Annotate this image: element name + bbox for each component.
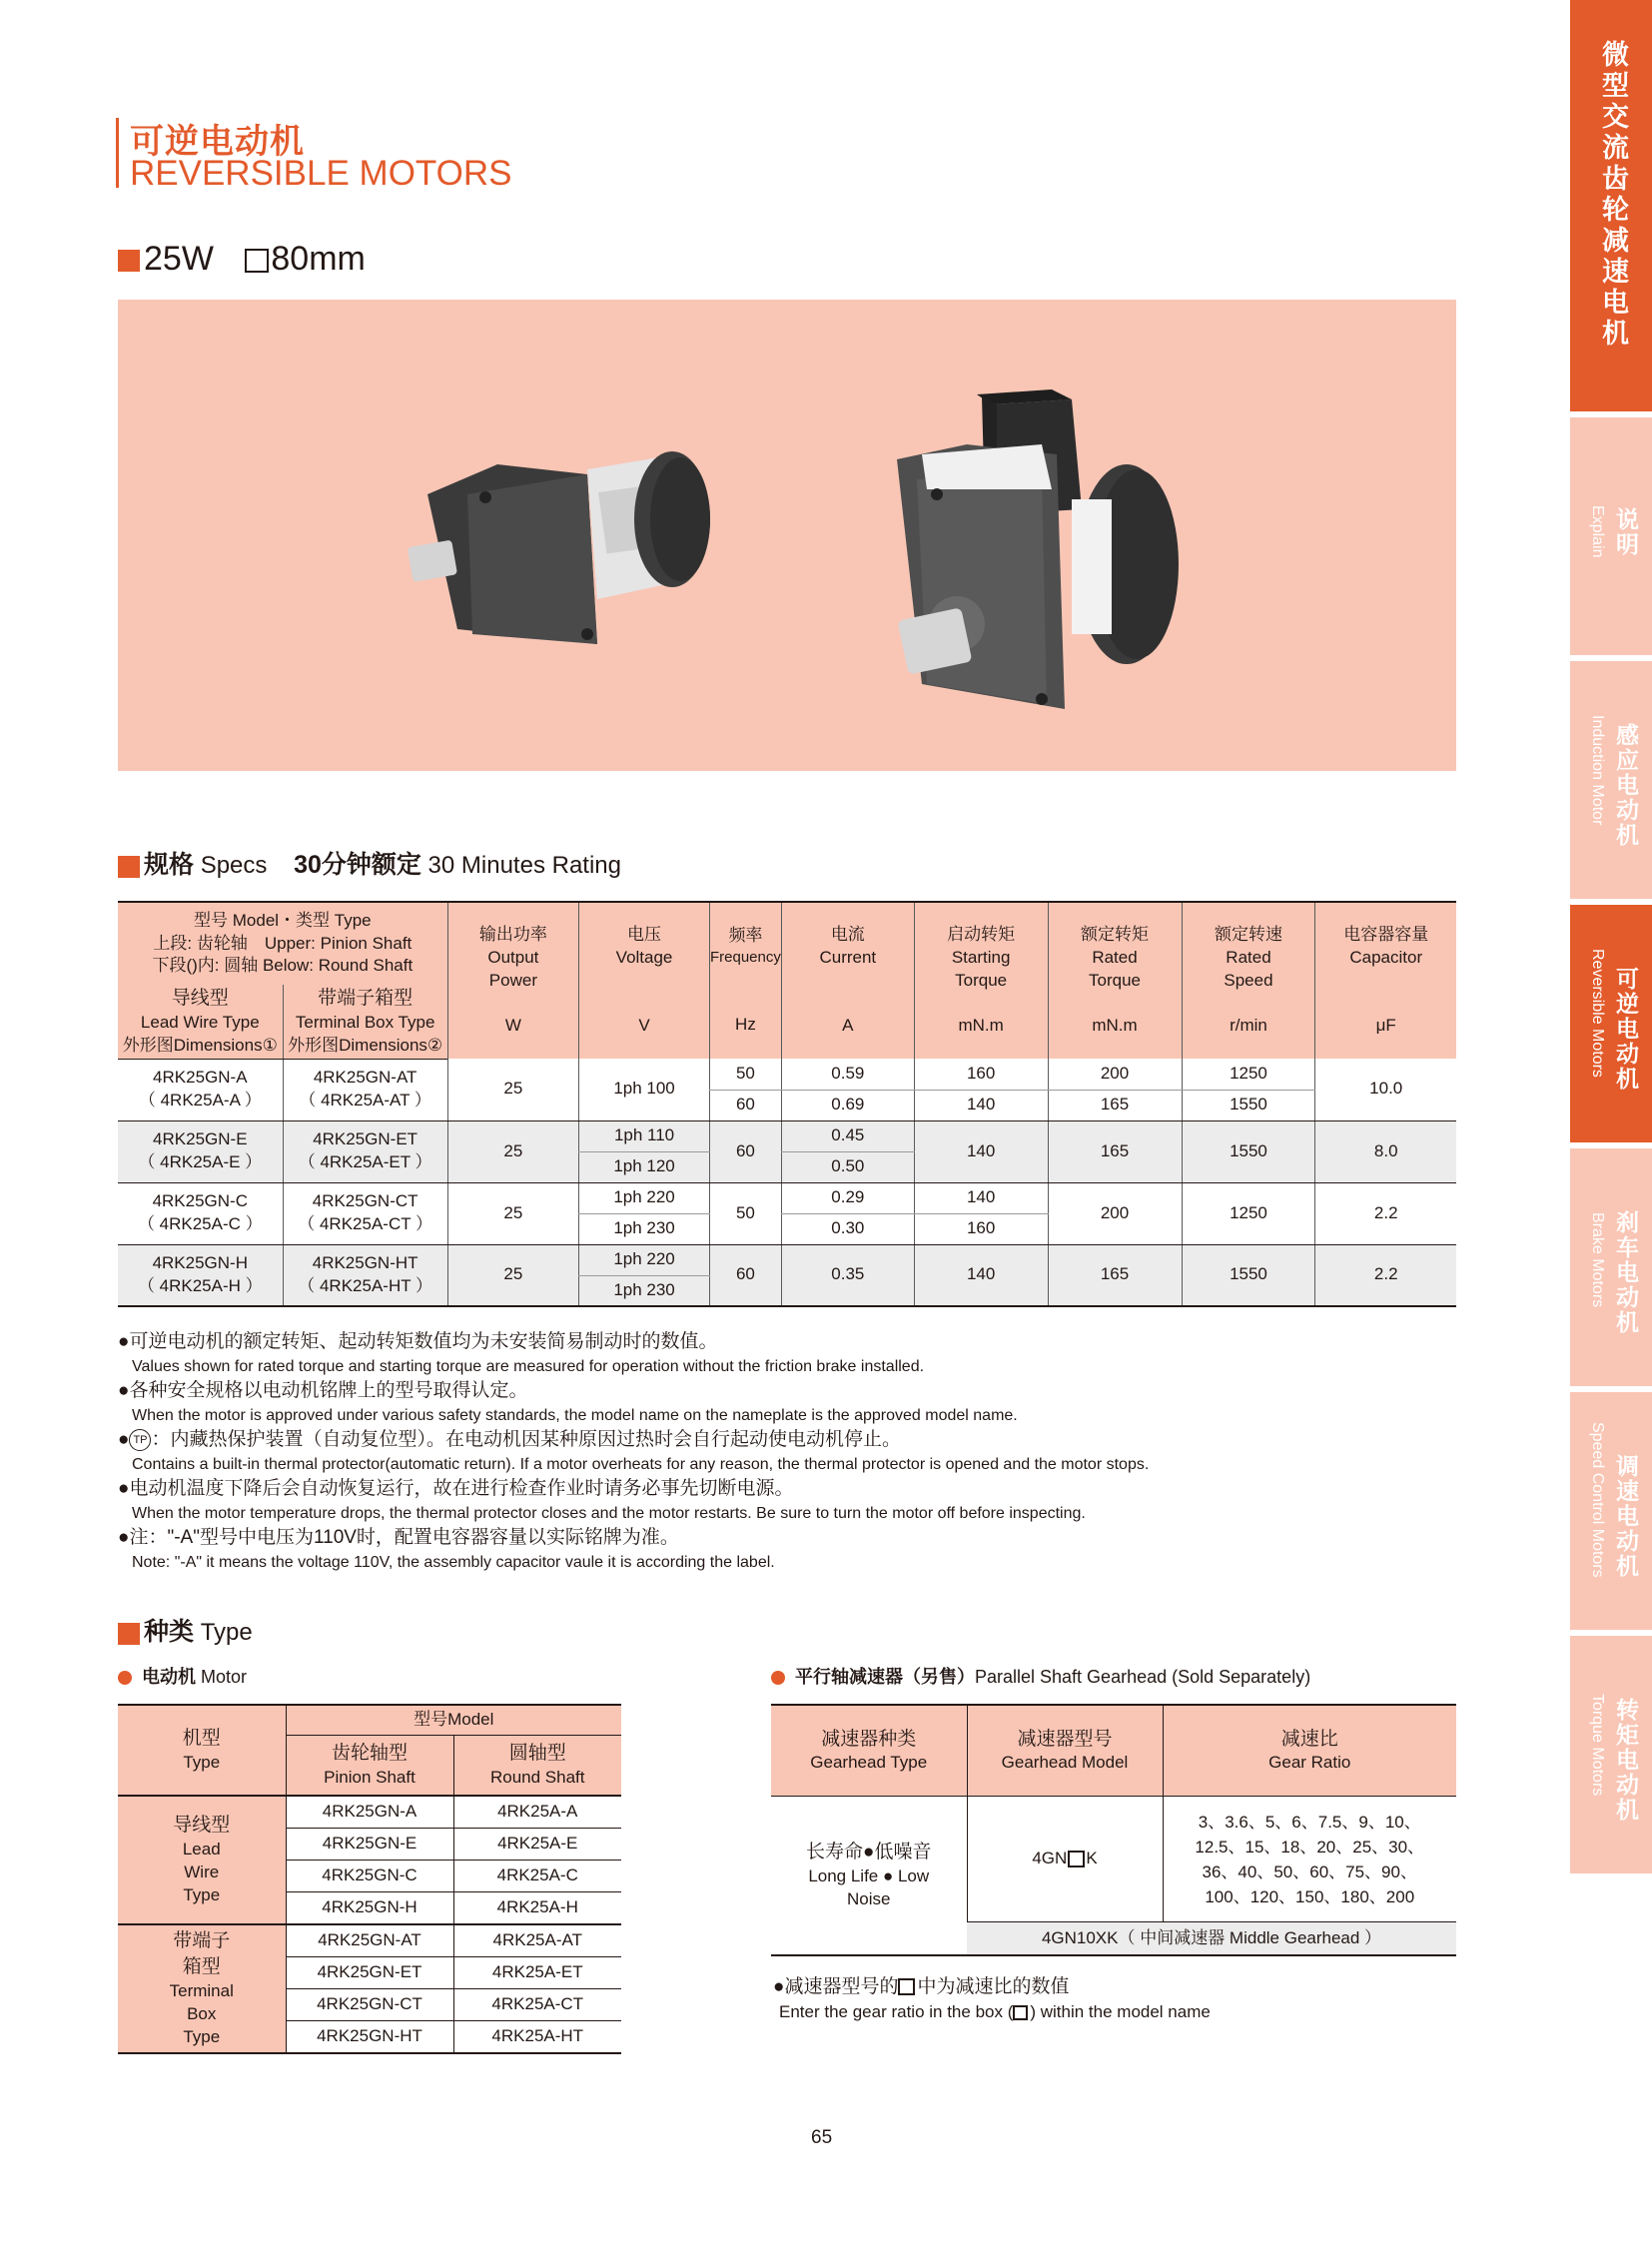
tab-label-en: Reversible Motors [1589,949,1606,1078]
side-tab-reversible-motors[interactable] [1570,905,1652,1142]
lead-wire-header: 导线型 Lead Wire Type 外形图Dimensions① [118,985,283,1059]
rating-label-en: 30 Minutes Rating [427,852,621,879]
table-row: 4RK25GN-CT 4RK25A-CT [118,1989,621,2021]
ratio-box-icon [898,1978,915,1995]
note-cn: ●注："-A"型号中电压为110V时，配置电容器容量以实际铭牌为准。 [118,1527,679,1548]
motor-type-table [118,1704,621,2054]
table-row: 4RK25GN-H 4RK25A-H [118,1892,621,1925]
lead-wire-type-cell: 导线型 Lead Wire Type [118,1796,286,1924]
tab-label-en: Torque Motors [1589,1694,1606,1797]
note-en: Contains a built-in thermal protector(automatic return). If a motor overheats for any reason, the thermal protector is opened and the motor stops. [132,1455,1150,1473]
spec-notes [118,1330,1456,1575]
side-tab-speed-control-motors[interactable] [1570,1392,1652,1630]
thermal-protector-icon: TP [129,1429,151,1451]
gear-ratio-cell: 3、3.6、5、6、7.5、9、10、 12.5、15、18、20、25、30、 36、40、50、60、75、90、 100、120、150、180、200 [1163,1797,1456,1922]
col-output-power: 输出功率 Output Power W [447,902,578,1059]
table-row: 4RK25GN-E 4RK25A-E [118,1829,621,1861]
terminal-box-header: 带端子箱型 Terminal Box Type 外形图Dimensions② [283,985,447,1059]
tab-label: 说明 [1613,507,1639,557]
type-heading-en: Type [200,1619,253,1646]
spec-table [118,901,1456,1307]
table-row: 4RK25GN-C （ 4RK25A-C ） 4RK25GN-CT （ 4RK25A-CT ） 25 1ph 220 50 0.29 140 200 1250 2.2 [118,1182,1456,1213]
note-en: When the motor is approved under various safety standards, the model name on the nameplate is the approved model name. [132,1406,1018,1424]
gearhead-model-cell: 4GN K [967,1797,1163,1922]
table-row: 4RK25GN-H （ 4RK25A-H ） 4RK25GN-HT （ 4RK25A-HT ） 25 1ph 220 60 0.35 140 165 1550 2.2 [118,1244,1456,1275]
gearhead-type-header: 减速器种类 Gearhead Type [771,1705,967,1797]
spec-group-h [118,1244,1456,1306]
ratio-box-icon [1013,2005,1028,2020]
round-header: 圆轴型 Round Shaft [453,1735,621,1796]
table-row: 1ph 230 0.30 160 [118,1213,1456,1244]
tab-label: 转矩电动机 [1613,1698,1639,1823]
specs-label-cn: 规格 [144,851,195,879]
gearhead-model-header: 减速器型号 Gearhead Model [967,1705,1163,1797]
ratio-box-icon [1068,1851,1085,1868]
table-row [771,1797,1456,1922]
tab-label: 刹车电动机 [1613,1210,1639,1335]
gear-ratio-header: 减速比 Gear Ratio [1163,1705,1456,1797]
type-heading-cn: 种类 [144,1618,195,1646]
frame-size-label: 80mm [271,240,366,278]
page-title-en: REVERSIBLE MOTORS [130,154,512,193]
gearhead-subheading: 平行轴减速器（另售）Parallel Shaft Gearhead (Sold Separately) [771,1663,1310,1689]
table-row: 4RK25GN-C 4RK25A-C [118,1861,621,1892]
terminal-box-type-cell: 带端子 箱型 Terminal Box Type [118,1924,286,2053]
table-row: 4RK25GN-A （ 4RK25A-A ） 4RK25GN-AT （ 4RK25A-AT ） 25 1ph 100 50 0.59 160 200 1250 10.0 [118,1059,1456,1090]
gearhead-table [771,1704,1456,1956]
table-row: 60 0.69 140 165 1550 [118,1090,1456,1120]
model-header-line2: 上段: 齿轮轴 Upper: Pinion Shaft [153,933,413,953]
tab-label: 微型交流齿轮减速电机 [1598,40,1628,350]
square-bullet-icon [118,250,140,272]
col-starting-torque: 启动转矩 Starting Torque mN.m [914,902,1048,1059]
note-cn: ●电动机温度下降后会自动恢复运行，故在进行检查作业时请务必事先切断电源。 [118,1478,794,1499]
type-heading [118,1612,253,1648]
col-rated-speed: 额定转速 Rated Speed r/min [1182,902,1315,1059]
note-cn: ●各种安全规格以电动机铭牌上的型号取得认定。 [118,1380,528,1401]
tab-label-en: Speed Control Motors [1589,1422,1606,1578]
motor-subheading: 电动机 Motor [118,1663,247,1689]
pinion-header: 齿轮轴型 Pinion Shaft [286,1735,453,1796]
model-header-line1: 型号 Model・类型 Type [194,910,372,930]
table-row: 4RK25GN-ET 4RK25A-ET [118,1957,621,1989]
product-photo-panel [118,300,1456,771]
side-tab-brake-motors[interactable] [1570,1148,1652,1386]
tab-label: 可逆电动机 [1613,967,1639,1092]
col-current: 电流 Current A [781,902,914,1059]
side-tab-induction-motor[interactable] [1570,661,1652,899]
specs-heading [118,845,621,881]
tab-label-en: Explain [1589,505,1606,558]
page-title-cn: 可逆电动机 [130,123,305,161]
side-tab-micro-ac-gear-motor[interactable] [1570,0,1652,411]
note-en: Note: "-A" it means the voltage 110V, the assembly capacitor vaule it is according the label. [132,1553,775,1571]
gear-note: ●减速器型号的 中为减速比的数值 Enter the gear ratio in the box ( ) within the model name [773,1976,1211,2021]
terminal-box-motor-image [897,389,1179,709]
type-header: 机型 Type [118,1705,286,1796]
spec-group-c [118,1182,1456,1244]
square-bullet-icon [118,1623,140,1645]
circle-bullet-icon [118,1671,132,1685]
model-header-line3: 下段()内: 圆轴 Below: Round Shaft [152,956,413,976]
side-tab-explain[interactable] [1570,417,1652,655]
tab-label-en: Induction Motor [1589,715,1606,826]
square-outline-icon [245,249,269,273]
table-row: 带端子 箱型 Terminal Box Type 4RK25GN-AT 4RK25A-AT [118,1924,621,1957]
spec-group-a [118,1059,1456,1120]
col-voltage: 电压 Voltage V [579,902,710,1059]
rating-label-cn: 30分钟额定 [294,851,421,879]
middle-gearhead-cell: 4GN10XK（ 中间减速器 Middle Gearhead ） [967,1922,1456,1956]
note-cn: ● TP ：内藏热保护装置（自动复位型）。在电动机因某种原因过热时会自行起动使电动机停止。 [118,1429,901,1450]
motor-photos [118,300,1456,771]
col-capacitor: 电容器容量 Capacitor μF [1315,902,1456,1059]
circle-bullet-icon [771,1671,785,1685]
gearhead-type-cell: 长寿命●低噪音 Long Life ● Low Noise [771,1797,967,1956]
table-row: 4RK25GN-HT 4RK25A-HT [118,2021,621,2054]
note-cn: ●可逆电动机的额定转矩、起动转矩数值均为未安装简易制动时的数值。 [118,1331,718,1352]
title-accent-bar [116,118,119,188]
square-bullet-icon [118,856,140,878]
specs-label-en: Specs [200,852,268,879]
note-en: When the motor temperature drops, the thermal protector closes and the motor restarts. Be sure to turn the motor off before inspecting. [132,1504,1086,1522]
model-header [118,902,447,985]
table-row: 1ph 120 0.50 [118,1151,1456,1182]
tab-label-en: Brake Motors [1589,1212,1606,1308]
table-row: 1ph 230 [118,1275,1456,1306]
lead-wire-motor-image [408,451,710,644]
model-header: 型号Model [286,1705,621,1735]
tab-label: 感应电动机 [1613,723,1639,848]
model-size-heading [118,240,366,279]
page-number: 65 [811,2127,833,2148]
tab-label: 调速电动机 [1613,1454,1639,1579]
col-rated-torque: 额定转矩 Rated Torque mN.m [1048,902,1182,1059]
side-tab-torque-motors[interactable] [1570,1636,1652,1873]
power-label: 25W [144,240,214,278]
table-row: 导线型 Lead Wire Type 4RK25GN-A 4RK25A-A [118,1796,621,1829]
table-row: 4RK25GN-E （ 4RK25A-E ） 4RK25GN-ET （ 4RK25A-ET ） 25 1ph 110 60 0.45 140 165 1550 8.0 [118,1120,1456,1151]
note-en: Values shown for rated torque and starting torque are measured for operation without the friction brake installed. [132,1357,925,1375]
spec-group-e [118,1120,1456,1182]
col-frequency: 频率 Frequency Hz [710,902,782,1059]
